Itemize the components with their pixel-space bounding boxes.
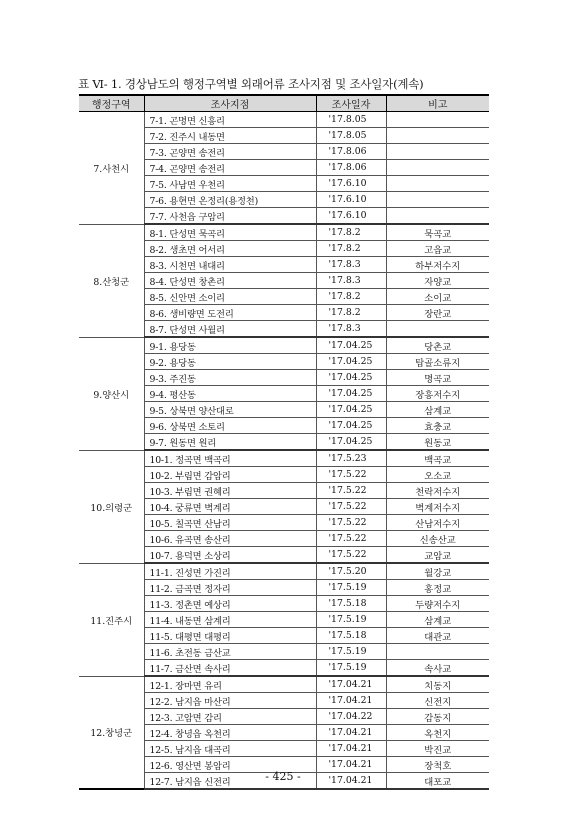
table-row	[79, 563, 489, 580]
date-cell: '17.8.05	[316, 112, 386, 128]
note-cell: 치동지	[386, 676, 489, 693]
date-cell: '17.8.2	[316, 241, 386, 257]
site-cell: 11-7. 금산면 속사리	[144, 660, 316, 677]
date-cell: '17.04.25	[316, 354, 386, 370]
date-cell: '17.04.22	[316, 709, 386, 725]
site-cell: 7-5. 사남면 우천리	[144, 176, 316, 192]
date-cell: '17.04.21	[316, 773, 386, 790]
site-cell: 11-2. 금곡면 정자리	[144, 580, 316, 596]
note-cell: 대관교	[386, 628, 489, 644]
site-cell: 8-5. 신안면 소이리	[144, 289, 316, 305]
site-cell: 12-5. 남지읍 대곡리	[144, 741, 316, 757]
note-cell: 천락저수지	[386, 483, 489, 499]
note-cell: 당촌교	[386, 337, 489, 354]
note-cell: 산남저수지	[386, 515, 489, 531]
note-cell: 탑골소류지	[386, 354, 489, 370]
site-cell: 10-5. 칠곡면 산남리	[144, 515, 316, 531]
note-cell: 장흥저수지	[386, 386, 489, 402]
date-cell: '17.5.20	[316, 563, 386, 580]
date-cell: '17.5.19	[316, 644, 386, 660]
note-cell: 신전지	[386, 693, 489, 709]
date-cell: '17.04.21	[316, 741, 386, 757]
site-cell: 9-7. 원동면 원리	[144, 434, 316, 451]
date-cell: '17.5.19	[316, 612, 386, 628]
note-cell: 백곡교	[386, 450, 489, 467]
date-cell: '17.5.22	[316, 531, 386, 547]
note-cell: 자양교	[386, 273, 489, 289]
date-cell: '17.6.10	[316, 176, 386, 192]
note-cell: 신송산교	[386, 531, 489, 547]
table-body	[79, 112, 489, 790]
date-cell: '17.5.19	[316, 580, 386, 596]
note-cell: 속사교	[386, 660, 489, 677]
table-header-row	[79, 95, 489, 112]
site-cell: 12-4. 창녕읍 옥천리	[144, 725, 316, 741]
site-cell: 8-2. 생초면 어서리	[144, 241, 316, 257]
date-cell: '17.6.10	[316, 192, 386, 208]
date-cell: '17.04.25	[316, 370, 386, 386]
site-cell: 9-1. 용당동	[144, 337, 316, 354]
note-cell	[386, 644, 489, 660]
site-cell: 12-2. 남지읍 마산리	[144, 693, 316, 709]
note-cell: 홍정교	[386, 580, 489, 596]
date-cell: '17.8.2	[316, 305, 386, 321]
date-cell: '17.04.25	[316, 386, 386, 402]
site-cell: 7-3. 곤양면 송전리	[144, 144, 316, 160]
note-cell: 대포교	[386, 773, 489, 790]
date-cell: '17.8.2	[316, 224, 386, 241]
region-cell: 11.진주시	[79, 563, 144, 676]
table-row	[79, 112, 489, 128]
page-number: - 425 -	[265, 770, 301, 783]
header-region: 행정구역	[79, 95, 144, 112]
site-cell: 10-3. 부림면 권혜리	[144, 483, 316, 499]
header-note: 비고	[386, 95, 489, 112]
date-cell: '17.5.22	[316, 515, 386, 531]
note-cell: 오소교	[386, 467, 489, 483]
date-cell: '17.04.25	[316, 402, 386, 418]
site-cell: 8-3. 시천면 내대리	[144, 257, 316, 273]
note-cell: 명곡교	[386, 370, 489, 386]
date-cell: '17.04.25	[316, 434, 386, 451]
note-cell: 삼계교	[386, 402, 489, 418]
date-cell: '17.5.22	[316, 499, 386, 515]
site-cell: 7-2. 진주시 내동면	[144, 128, 316, 144]
date-cell: '17.5.22	[316, 483, 386, 499]
site-cell: 9-5. 상북면 양산대로	[144, 402, 316, 418]
site-cell: 9-3. 주진동	[144, 370, 316, 386]
date-cell: '17.04.21	[316, 725, 386, 741]
region-cell: 8.산청군	[79, 224, 144, 337]
site-cell: 7-4. 곤양면 송전리	[144, 160, 316, 176]
note-cell: 두량저수지	[386, 596, 489, 612]
date-cell: '17.5.18	[316, 596, 386, 612]
date-cell: '17.5.18	[316, 628, 386, 644]
date-cell: '17.04.21	[316, 693, 386, 709]
site-cell: 9-2. 용당동	[144, 354, 316, 370]
date-cell: '17.04.25	[316, 337, 386, 354]
table-caption: 표 Ⅵ- 1. 경상남도의 행정구역별 외래어류 조사지점 및 조사일자(계속)	[78, 77, 424, 91]
table-row	[79, 450, 489, 467]
note-cell: 원동교	[386, 434, 489, 451]
site-cell: 9-4. 평산동	[144, 386, 316, 402]
date-cell: '17.04.21	[316, 757, 386, 773]
region-cell: 12.창녕군	[79, 676, 144, 789]
site-cell: 11-4. 내동면 삼계리	[144, 612, 316, 628]
note-cell: 장란교	[386, 305, 489, 321]
note-cell: 감동지	[386, 709, 489, 725]
note-cell	[386, 192, 489, 208]
site-cell: 8-7. 단성면 사월리	[144, 321, 316, 338]
survey-table	[79, 94, 489, 790]
note-cell: 월강교	[386, 563, 489, 580]
note-cell: 하부저수지	[386, 257, 489, 273]
date-cell: '17.5.19	[316, 660, 386, 677]
date-cell: '17.8.06	[316, 144, 386, 160]
note-cell	[386, 208, 489, 225]
site-cell: 11-6. 초전동 금산교	[144, 644, 316, 660]
note-cell	[386, 128, 489, 144]
site-cell: 12-1. 장마면 유리	[144, 676, 316, 693]
site-cell: 8-1. 단성면 묵곡리	[144, 224, 316, 241]
site-cell: 12-6. 영산면 봉암리	[144, 757, 316, 773]
date-cell: '17.8.06	[316, 160, 386, 176]
site-cell: 7-7. 사천읍 구암리	[144, 208, 316, 225]
header-site: 조사지점	[144, 95, 316, 112]
note-cell	[386, 321, 489, 338]
site-cell: 10-1. 정곡면 백곡리	[144, 450, 316, 467]
note-cell	[386, 144, 489, 160]
site-cell: 11-3. 정촌면 예상리	[144, 596, 316, 612]
date-cell: '17.5.22	[316, 547, 386, 564]
note-cell	[386, 160, 489, 176]
region-cell: 9.양산시	[79, 337, 144, 450]
table-row	[79, 337, 489, 354]
date-cell: '17.8.3	[316, 321, 386, 338]
site-cell: 10-4. 궁류면 벽계리	[144, 499, 316, 515]
note-cell: 박진교	[386, 741, 489, 757]
site-cell: 9-6. 상북면 소토리	[144, 418, 316, 434]
site-cell: 12-3. 고암면 감리	[144, 709, 316, 725]
date-cell: '17.8.3	[316, 273, 386, 289]
site-cell: 8-6. 생비량면 도전리	[144, 305, 316, 321]
table-row	[79, 676, 489, 693]
site-cell: 11-5. 대평면 대평리	[144, 628, 316, 644]
note-cell: 장척호	[386, 757, 489, 773]
note-cell: 고읍교	[386, 241, 489, 257]
table-row	[79, 224, 489, 241]
date-cell: '17.04.25	[316, 418, 386, 434]
date-cell: '17.8.05	[316, 128, 386, 144]
header-date: 조사일자	[316, 95, 386, 112]
date-cell: '17.04.21	[316, 676, 386, 693]
note-cell: 옥천지	[386, 725, 489, 741]
note-cell	[386, 112, 489, 128]
date-cell: '17.6.10	[316, 208, 386, 225]
site-cell: 10-6. 유곡면 송산리	[144, 531, 316, 547]
site-cell: 8-4. 단성면 창촌리	[144, 273, 316, 289]
region-cell: 10.의령군	[79, 450, 144, 563]
note-cell: 삼계교	[386, 612, 489, 628]
site-cell: 11-1. 진성면 가진리	[144, 563, 316, 580]
region-cell: 7.사천시	[79, 112, 144, 225]
site-cell: 10-7. 용덕면 소상리	[144, 547, 316, 564]
site-cell: 10-2. 부림면 감암리	[144, 467, 316, 483]
note-cell: 묵곡교	[386, 224, 489, 241]
note-cell: 벽계저수지	[386, 499, 489, 515]
date-cell: '17.8.2	[316, 289, 386, 305]
date-cell: '17.8.3	[316, 257, 386, 273]
date-cell: '17.5.23	[316, 450, 386, 467]
note-cell: 효충교	[386, 418, 489, 434]
site-cell: 12-7. 남지읍 신전리	[144, 773, 316, 790]
date-cell: '17.5.22	[316, 467, 386, 483]
note-cell	[386, 176, 489, 192]
site-cell: 7-1. 곤명면 신흥리	[144, 112, 316, 128]
note-cell: 교암교	[386, 547, 489, 564]
site-cell: 7-6. 용현면 온정리(용정천)	[144, 192, 316, 208]
note-cell: 소이교	[386, 289, 489, 305]
